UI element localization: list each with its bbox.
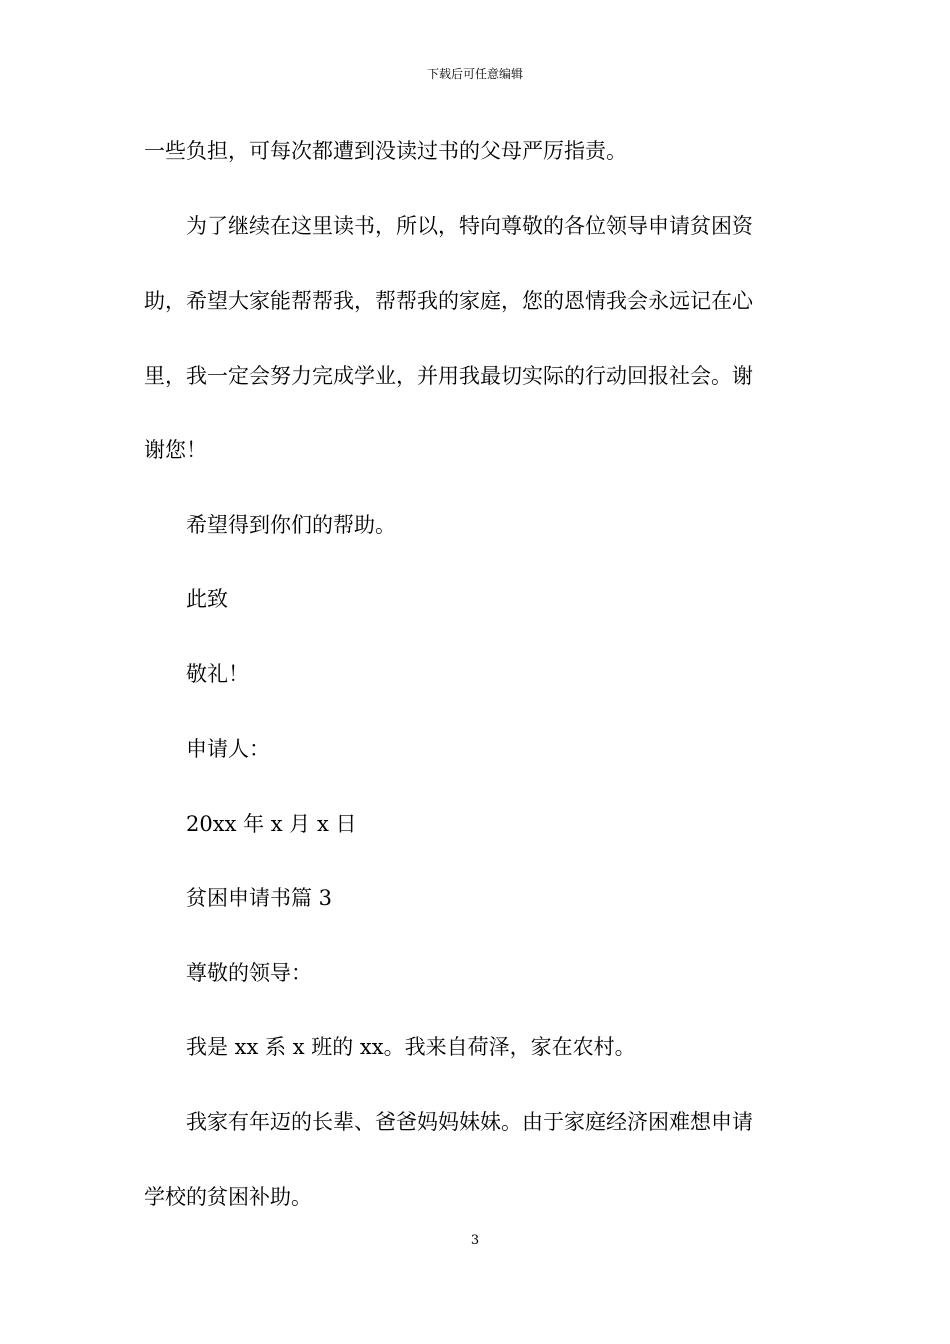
body-line: 为了继续在这里读书，所以，特向尊敬的各位领导申请贫困资 [144,214,753,238]
body-line: 谢您！ [144,438,207,462]
body-line: 我家有年迈的长辈、爸爸妈妈妹妹。由于家庭经济困难想申请 [144,1110,753,1134]
body-line: 贫困申请书篇 3 [144,886,333,910]
page-header: 下载后可任意编辑 [426,67,523,81]
body-line: 尊敬的领导： [144,961,312,985]
body-line: 20xx 年 x 月 x 日 [144,812,357,836]
body-line: 此致 [144,587,228,611]
page-number: 3 [470,1233,480,1248]
body-line: 里，我一定会努力完成学业，并用我最切实际的行动回报社会。谢 [144,364,753,388]
body-line: 敬礼！ [144,662,249,686]
body-line: 一些负担，可每次都遭到没读过书的父母严厉指责。 [144,139,627,163]
body-line: 希望得到你们的帮助。 [144,513,396,537]
body-line: 助，希望大家能帮帮我，帮帮我的家庭，您的恩情我会永远记在心 [144,289,753,313]
body-line: 学校的贫困补助。 [144,1185,312,1209]
body-line: 我是 xx 系 x 班的 xx。我来自荷泽，家在农村。 [144,1035,636,1059]
body-line: 申请人： [144,737,270,761]
